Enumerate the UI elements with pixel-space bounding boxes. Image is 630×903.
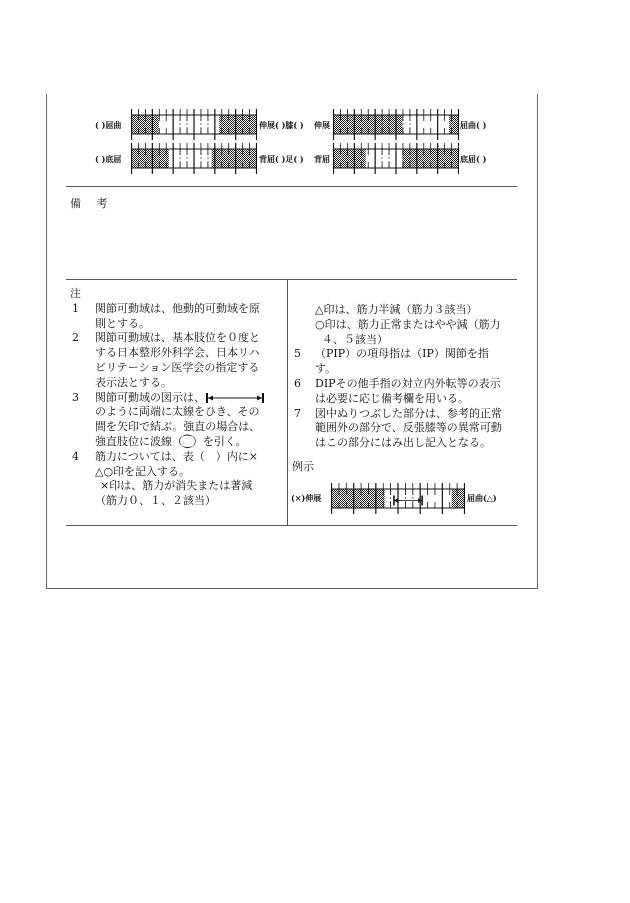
rom-ruler-knee bbox=[131, 109, 257, 140]
note-3 bbox=[70, 391, 282, 406]
note-text: 間を矢印で結ぶ。強直の場合は、 bbox=[95, 420, 261, 434]
ruler-3-left-label: 伸展 bbox=[314, 120, 330, 130]
example-label: 例示 bbox=[292, 460, 314, 473]
notes-column-divider bbox=[287, 279, 288, 525]
notes-heading: 注 bbox=[70, 287, 81, 300]
note-number: 5 bbox=[294, 347, 301, 361]
ruler-1-left-label: ( )屈曲 bbox=[95, 120, 122, 130]
ruler-4-right-label: 底屈( ) bbox=[460, 154, 487, 164]
note-text: 則とする。 bbox=[95, 316, 150, 330]
note-text: 表示法とする。 bbox=[95, 375, 172, 389]
note-text: 関節可動域は、基本肢位を０度と bbox=[95, 331, 260, 345]
note-4 bbox=[70, 450, 282, 465]
note-number: 2 bbox=[72, 331, 79, 345]
note-text: は必要に応じ備考欄を用いる。 bbox=[315, 391, 469, 405]
rom-ruler-example bbox=[331, 483, 465, 514]
note-text: 筋力については、表（ ）内に× bbox=[95, 449, 258, 463]
note-number: 6 bbox=[294, 376, 301, 390]
note-text: 関節可動域の図示は、 bbox=[95, 390, 205, 404]
note-text: （筋力０、１、２該当） bbox=[95, 494, 216, 508]
double-arrow-icon bbox=[205, 393, 265, 403]
note-6 bbox=[292, 377, 516, 392]
note-text: ４、５該当） bbox=[322, 332, 388, 346]
example-left-label: (×)伸展 bbox=[291, 493, 322, 503]
note-number: 7 bbox=[294, 406, 301, 420]
note-text: △○印を記入する。 bbox=[95, 464, 191, 478]
ruler-2-left-label: ( )底屈 bbox=[95, 154, 122, 164]
note-text: DIPその他手指の対立内外転等の表示 bbox=[315, 376, 501, 390]
note-text: のように両端に太線をひき、その bbox=[95, 405, 260, 419]
section-divider-top bbox=[66, 186, 517, 187]
note-text: ×印は、筋力が消失または著減 bbox=[100, 479, 253, 493]
note-text: ○印は、筋力正常またはやや減（筋力 bbox=[315, 317, 501, 331]
notes-left-column bbox=[70, 287, 282, 509]
ruler-2-right-label: 背屈( )足( ) bbox=[259, 154, 304, 164]
note-text: 図中ぬりつぶした部分は、参考的正常 bbox=[315, 406, 502, 420]
note-text: △印は、筋力半減（筋力３該当） bbox=[315, 303, 478, 316]
note-text: はこの部分にはみ出し記入となる。 bbox=[315, 436, 491, 450]
note-text: する日本整形外科学会、日本リハ bbox=[95, 346, 260, 360]
note-2 bbox=[70, 331, 282, 346]
rom-ruler-knee-right bbox=[333, 109, 459, 140]
ruler-3-right-label: 屈曲( ) bbox=[460, 120, 487, 130]
remarks-label: 備 考 bbox=[70, 197, 114, 210]
note-text: 関節可動域は、他動的可動域を原 bbox=[95, 301, 260, 315]
note-number: 3 bbox=[72, 390, 79, 404]
note-text: 範囲外の部分で、反張膝等の異常可動 bbox=[315, 421, 502, 435]
rom-ruler-ankle bbox=[131, 143, 257, 174]
note-text: 強直肢位に波線（⁐）を引く。 bbox=[95, 434, 247, 448]
ruler-1-right-label: 伸展( )膝( ) bbox=[259, 120, 304, 130]
ruler-4-left-label: 背屈 bbox=[314, 154, 330, 164]
note-1 bbox=[70, 302, 282, 317]
note-text: （PIP）の項母指は（IP）関節を指 bbox=[315, 347, 489, 361]
note-text: ビリテーション医学会の指定する bbox=[95, 360, 260, 374]
section-divider-bottom bbox=[66, 525, 517, 526]
notes-right-column bbox=[292, 303, 516, 451]
note-7 bbox=[292, 407, 516, 422]
rom-ruler-ankle-right bbox=[333, 143, 459, 174]
note-text: す。 bbox=[315, 362, 337, 376]
note-number: 4 bbox=[72, 449, 79, 463]
section-divider-mid bbox=[66, 279, 517, 280]
note-number: 1 bbox=[72, 301, 79, 315]
note-5 bbox=[292, 347, 516, 362]
example-right-label: 屈曲(△) bbox=[467, 493, 497, 503]
